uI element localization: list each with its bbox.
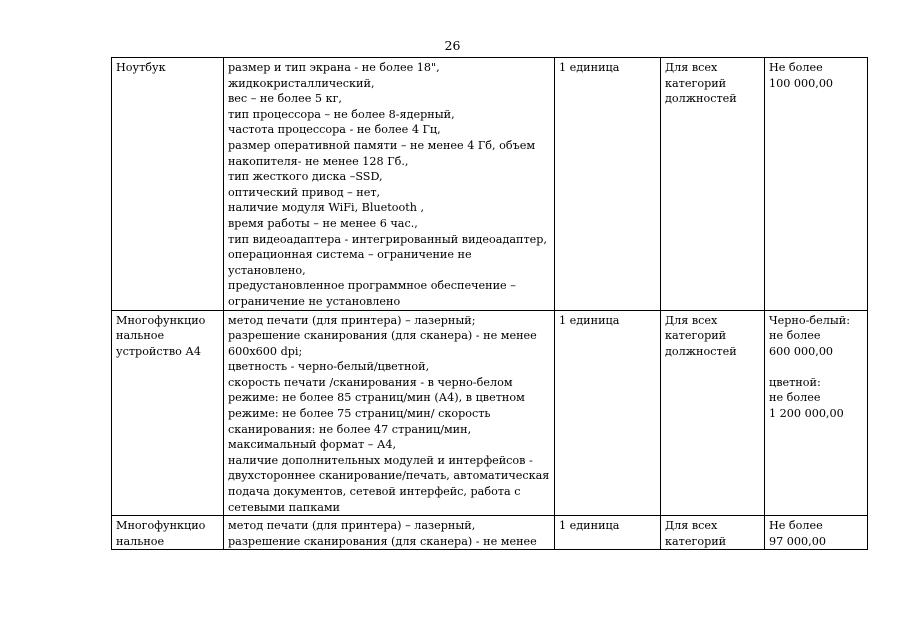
item-quantity-cell: 1 единица [555, 310, 661, 516]
item-category-cell: Для всех категорий должностей [661, 58, 765, 311]
item-name-cell: Многофункцио нальное [112, 516, 224, 550]
item-name-cell: Многофункцио нальное устройство А4 [112, 310, 224, 516]
item-category-cell: Для всех категорий должностей [661, 310, 765, 516]
item-price-cell: Черно-белый: не более 600 000,00 цветной: не более 1 200 000,00 [765, 310, 868, 516]
item-specs-cell: метод печати (для принтера) – лазерный, разрешение сканирования (для сканера) - не менее [224, 516, 555, 550]
item-price-cell: Не более 97 000,00 [765, 516, 868, 550]
item-category-cell: Для всех категорий [661, 516, 765, 550]
item-specs-cell: размер и тип экрана - не более 18", жидкокристаллический, вес – не более 5 кг, тип процессора – не более 8-ядерный, частота процессора - не более 4 Гц, размер оперативной памяти – не менее 4 Гб, объем накопителя- не менее 128 Гб., тип жесткого диска –SSD, оптический привод – нет, наличие модуля WiFi, Bluetooth , время работы – не менее 6 час., тип видеоадаптера - интегрированный видеоадаптер, операционная система – ограничение не установлено, предустановленное программное обеспечение – ограничение не установлено [224, 58, 555, 311]
item-quantity-cell: 1 единица [555, 516, 661, 550]
item-name-cell: Ноутбук [112, 58, 224, 311]
table-row [112, 516, 868, 550]
table-row [112, 310, 868, 516]
table-row [112, 58, 868, 311]
page-number: 26 [444, 38, 461, 53]
item-specs-cell: метод печати (для принтера) – лазерный; разрешение сканирования (для сканера) - не менее 600x600 dpi; цветность - черно-белый/цветной, скорость печати /сканирования - в черно-белом режиме: не более 85 страниц/мин (А4), в цветном режиме: не более 75 страниц/мин/ скорость сканирования: не более 47 страниц/мин, максимальный формат – А4, наличие дополнительных модулей и интерфейсов - двухстороннее сканирование/печать, автоматическая подача документов, сетевой интерфейс, работа с сетевыми папками [224, 310, 555, 516]
specification-table [111, 57, 868, 550]
item-quantity-cell: 1 единица [555, 58, 661, 311]
item-price-cell: Не более 100 000,00 [765, 58, 868, 311]
